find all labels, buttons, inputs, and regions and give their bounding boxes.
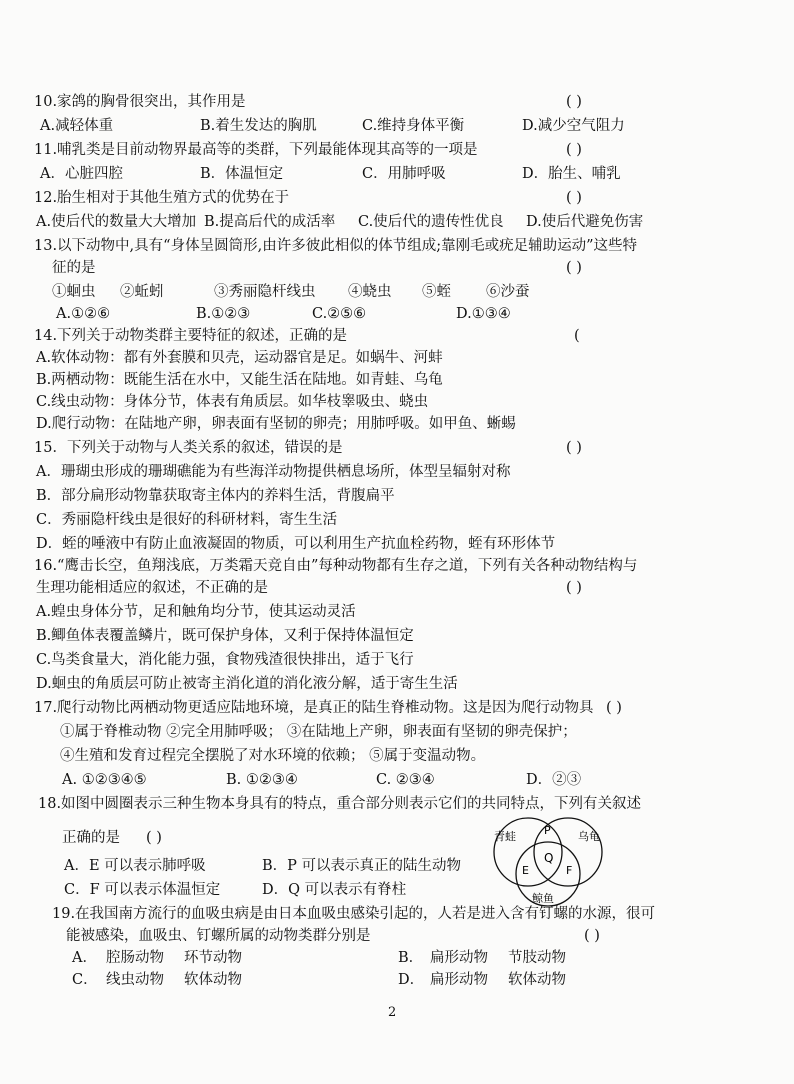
q13-option-a: A.①②⑥ [56,306,111,322]
q19-option-a-letter: A． [72,950,97,966]
q18-option-d: D．Q 可以表示有脊柱 [262,882,407,898]
q19-option-b-second: 节肢动物 [508,950,566,966]
q13-stem-line2: 征的是 [52,260,96,276]
q13-option-d: D.①③④ [456,306,511,322]
q16-stem-line1: 16.“鹰击长空，鱼翔浅底，万类霜天竞自由”每种动物都有生存之道，下列有关各种动物结构与 [34,558,638,574]
q10-answer-bracket: ( ) [566,94,582,110]
q13-item-4: ④蛲虫 [348,284,392,300]
q17-option-d: D．②③ [526,772,582,788]
q18-option-b: B．P 可以表示真正的陆生动物 [262,858,462,874]
q16-option-c: C.鸟类食量大，消化能力强，食物残渣很快排出，适于飞行 [36,652,414,668]
venn-label-whale: 鲸鱼 [532,892,554,905]
q13-answer-bracket: ( ) [566,260,582,276]
q12-option-d: D.使后代避免伤害 [526,214,644,230]
q11-answer-bracket: ( ) [566,142,582,158]
q18-option-a: A．E 可以表示肺呼吸 [64,858,206,874]
q14-option-c: C.线虫动物：身体分节，体表有角质层。如华枝睾吸虫、蛲虫 [36,394,429,410]
q11-option-c: C．用肺呼吸 [362,166,446,182]
q15-option-d: D．蛭的唾液中有防止血液凝固的物质，可以利用生产抗血栓药物，蛭有环形体节 [36,536,556,552]
q15-option-b: B．部分扁形动物靠获取寄主体内的养料生活，背腹扁平 [36,488,395,504]
venn-label-frog: 青蛙 [494,830,516,843]
q19-option-a-first: 腔肠动物 [106,950,164,966]
venn-letter-f: F [566,864,573,877]
q10-option-a: A.减轻体重 [40,118,114,134]
q19-option-b-letter: B． [398,950,424,966]
q19-option-d-first: 扁形动物 [430,972,488,988]
q18-stem-line1: 18.如图中圆圈表示三种生物本身具有的特点，重合部分则表示它们的共同特点，下列有关叙述 [38,796,642,812]
q13-option-b: B.①②③ [196,306,251,322]
q15-answer-bracket: ( ) [566,440,582,456]
q10-option-d: D.减少空气阻力 [522,118,625,134]
q17-option-a: A. ①②③④⑤ [62,772,147,788]
q13-item-1: ①蛔虫 [52,284,96,300]
q17-answer-bracket: ( ) [606,700,622,716]
q19-option-c-first: 线虫动物 [106,972,164,988]
q19-option-d-second: 软体动物 [508,972,566,988]
q17-option-c: C. ②③④ [376,772,435,788]
q17-reasons-line1: ①属于脊椎动物 ②完全用肺呼吸； ③在陆地上产卵，卵表面有坚韧的卵壳保护； [60,724,577,740]
venn-diagram [486,808,610,908]
q18-option-c: C．F 可以表示体温恒定 [64,882,221,898]
q16-stem-line2: 生理功能相适应的叙述，不正确的是 [36,580,268,596]
q13-item-6: ⑥沙蚕 [486,284,530,300]
q19-answer-bracket: ( ) [584,928,600,944]
q19-option-c-second: 软体动物 [184,972,242,988]
q11-option-b: B．体温恒定 [200,166,284,182]
q15-option-c: C．秀丽隐杆线虫是很好的科研材料，寄生生活 [36,512,338,528]
venn-letter-q: Q [544,851,554,865]
q12-option-c: C.使后代的遗传性优良 [358,214,504,230]
q16-option-d: D.蛔虫的角质层可防止被寄主消化道的消化液分解，适于寄生生活 [36,676,458,692]
venn-letter-p: P [544,824,551,837]
q17-option-b: B. ①②③④ [226,772,298,788]
q14-option-b: B.两栖动物：既能生活在水中，又能生活在陆地。如青蛙、乌龟 [36,372,443,388]
q13-stem-line1: 13.以下动物中,具有“身体呈圆筒形,由许多彼此相似的体节组成;靠刚毛或疣足辅助运动”这些特 [34,238,637,254]
q18-stem-line2: 正确的是 [62,830,120,846]
q12-option-b: B.提高后代的成活率 [204,214,336,230]
q14-answer-bracket: ( [574,328,580,344]
q10-stem: 10.家鸽的胸骨很突出，其作用是 [34,94,246,110]
q11-stem: 11.哺乳类是目前动物界最高等的类群，下列最能体现其高等的一项是 [34,142,478,158]
q15-stem: 15．下列关于动物与人类关系的叙述，错误的是 [34,440,343,456]
q19-option-a-second: 环节动物 [184,950,242,966]
q14-stem: 14.下列关于动物类群主要特征的叙述，正确的是 [34,328,348,344]
q16-option-b: B.鲫鱼体表覆盖鳞片，既可保护身体，又利于保持体温恒定 [36,628,414,644]
q18-answer-bracket: ( ) [146,830,162,846]
q16-answer-bracket: ( ) [566,580,582,596]
q11-option-d: D．胎生、哺乳 [522,166,621,182]
q12-stem: 12.胎生相对于其他生殖方式的优势在于 [34,190,290,206]
q12-answer-bracket: ( ) [566,190,582,206]
q19-option-b-first: 扁形动物 [430,950,488,966]
q19-stem-line2: 能被感染，血吸虫、钉螺所属的动物类群分别是 [66,928,371,944]
q11-option-a: A．心脏四腔 [40,166,123,182]
q17-reasons-line2: ④生殖和发育过程完全摆脱了对水环境的依赖； ⑤属于变温动物。 [60,748,486,764]
q17-stem: 17.爬行动物比两栖动物更适应陆地环境，是真正的陆生脊椎动物。这是因为爬行动物具 [34,700,594,716]
q13-item-5: ⑤蛭 [422,284,451,300]
q10-option-c: C.维持身体平衡 [362,118,465,134]
q16-option-a: A.蝗虫身体分节，足和触角均分节，使其运动灵活 [36,604,356,620]
q13-item-3: ③秀丽隐杆线虫 [214,284,316,300]
q10-option-b: B.着生发达的胸肌 [200,118,317,134]
q12-option-a: A.使后代的数量大大增加 [36,214,197,230]
q19-stem-line1: 19.在我国南方流行的血吸虫病是由日本血吸虫感染引起的，人若是进入含有钉螺的水源，很可 [52,906,656,922]
q15-option-a: A．珊瑚虫形成的珊瑚礁能为有些海洋动物提供栖息场所，体型呈辐射对称 [36,464,511,480]
q19-option-d-letter: D． [398,972,425,988]
venn-label-turtle: 乌龟 [578,830,600,843]
page-number: 2 [388,1005,397,1020]
venn-letter-e: E [522,864,529,877]
q14-option-d: D.爬行动物：在陆地产卵，卵表面有坚韧的卵壳；用肺呼吸。如甲鱼、蜥蜴 [36,416,516,432]
q14-option-a: A.软体动物：都有外套膜和贝壳，运动器官是足。如蜗牛、河蚌 [36,350,443,366]
q19-option-c-letter: C． [72,972,98,988]
q13-item-2: ②蚯蚓 [120,284,164,300]
q13-option-c: C.②⑤⑥ [312,306,367,322]
